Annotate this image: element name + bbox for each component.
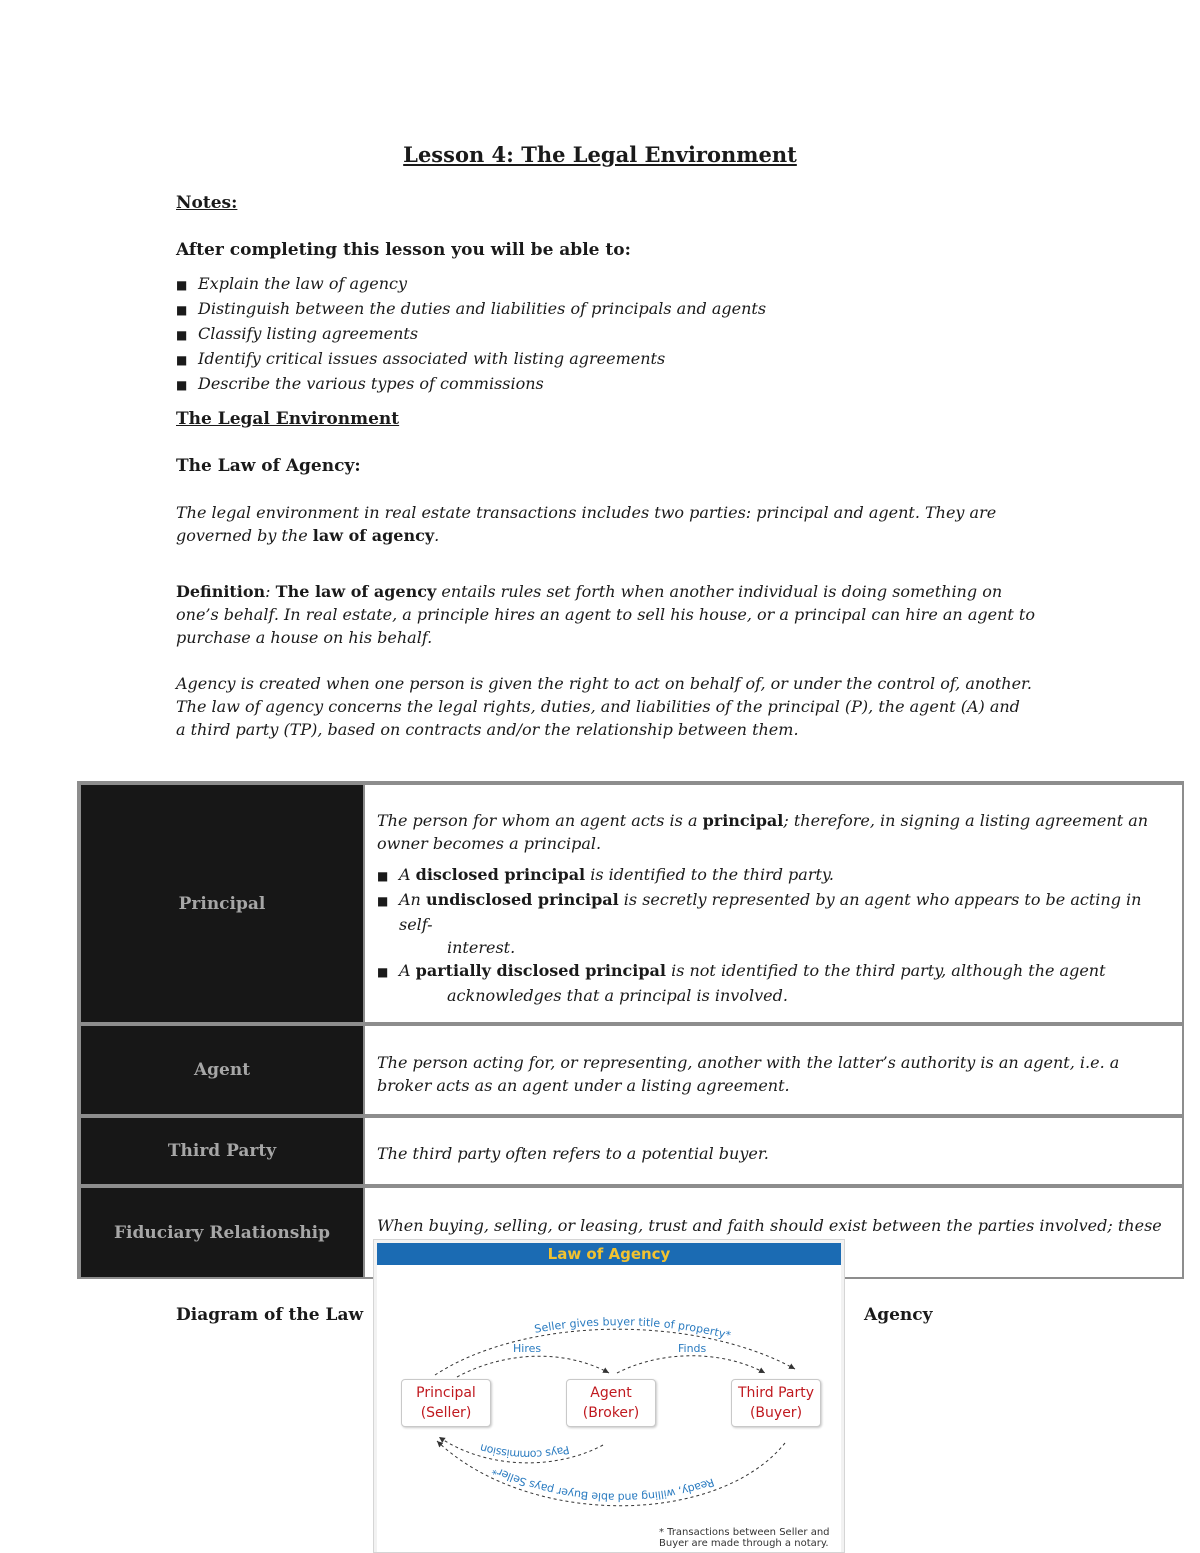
bullet-icon: ■ — [377, 965, 389, 979]
list-item: ■ Identify critical issues associated with listing agreements — [176, 347, 766, 372]
table-row — [79, 785, 1182, 1022]
bullet-icon: ■ — [377, 894, 389, 908]
agency-paragraph: Agency is created when one person is given the right to act on behalf of, or under the control of, another. The law of agency concerns the legal rights, duties, and liabilities of the principal (P), the agent (A) and a third party (TP), based on contracts and/or the relationship between them. — [176, 674, 1033, 739]
list-item: ■ Explain the law of agency — [176, 272, 766, 297]
bullet-icon: ■ — [176, 328, 188, 342]
subsection-heading: The Law of Agency: — [176, 456, 361, 476]
principal-box: Principal (Seller) — [401, 1379, 491, 1427]
bullet-icon: ■ — [176, 303, 188, 317]
arrow-title — [435, 1329, 795, 1375]
arrow-label-title: Seller gives buyer title of property* — [533, 1315, 733, 1343]
agency-table — [77, 781, 1184, 1279]
arrow-label-finds: Finds — [678, 1342, 707, 1355]
definition-label: Definition — [176, 582, 266, 601]
row-text-third-party: The third party often refers to a potential buyer. — [365, 1118, 1182, 1184]
list-item: ■ A partially disclosed principal is not identified to the third party, although the agent acknowledges that a principal is involved. — [377, 961, 1106, 1005]
table-row — [79, 1026, 1182, 1114]
list-item: ■ An undisclosed principal is secretly represented by an agent who appears to be acting in self- interest. — [377, 890, 1142, 957]
arrow-finds — [617, 1356, 765, 1373]
row-text-agent: The person acting for, or representing, another with the latter’s authority is an agent, i.e. a broker acts as an agent under a listing agreement. — [365, 1026, 1182, 1114]
arrow-hires — [457, 1356, 609, 1377]
list-item: ■ A disclosed principal is identified to the third party. — [377, 863, 1172, 888]
row-label-fiduciary: Fiduciary Relationship — [81, 1188, 363, 1277]
definition-paragraph: Definition: The law of agency entails rules set forth when another individual is doing something on one’s behalf. In real estate, a principle hires an agent to sell his house, or a principal can hire an agent to purchase a house on his behalf. — [176, 582, 1035, 647]
row-text-fiduciary: When buying, selling, or leasing, trust and faith should exist between the parties involved; these — [365, 1188, 1182, 1277]
bullet-icon: ■ — [377, 869, 389, 883]
objectives-list — [176, 272, 766, 397]
intro-paragraph: The legal environment in real estate transactions includes two parties: principal and agent. They are governed by the law of agency. — [176, 503, 997, 545]
objectives-intro: After completing this lesson you will be able to: — [176, 240, 631, 260]
agent-box: Agent (Broker) — [566, 1379, 656, 1427]
table-row — [79, 1118, 1182, 1184]
arrow-label-payment: Ready, willing and able Buyer pays Seller* — [490, 1463, 716, 1504]
diagram-caption-right: Agency — [864, 1305, 933, 1325]
list-item: ■ Distinguish between the duties and liabilities of principals and agents — [176, 297, 766, 322]
arrow-label-hires: Hires — [513, 1342, 542, 1355]
page-title: Lesson 4: The Legal Environment — [403, 142, 797, 167]
diagram-title: Law of Agency — [377, 1243, 841, 1265]
row-text-principal: The person for whom an agent acts is a principal; therefore, in signing a listing agreement an owner becomes a principal. ■ A disclosed principal is identified to the third party. ■ An undisclosed principal is secretly represented by an agent who appears to be acting in self- interest. ■ A partially disclosed principal is not identified to the third party, although the agent acknowledges that a principal is involved. — [365, 785, 1182, 1022]
diagram-footnote: * Transactions between Seller and Buyer are made through a notary. — [659, 1527, 830, 1549]
bullet-icon: ■ — [176, 353, 188, 367]
diagram-caption-left: Diagram of the Law — [176, 1305, 364, 1325]
bullet-icon: ■ — [176, 378, 188, 392]
arrow-label-commission: Pays commission — [478, 1441, 571, 1461]
section-heading: The Legal Environment — [176, 409, 400, 429]
third-party-box: Third Party (Buyer) — [731, 1379, 821, 1427]
list-item: ■ Classify listing agreements — [176, 322, 766, 347]
bullet-icon: ■ — [176, 278, 188, 292]
principal-types-list — [377, 863, 1172, 1007]
diagram-canvas — [377, 1265, 841, 1552]
list-item: ■ Describe the various types of commissions — [176, 372, 766, 397]
notes-heading: Notes: — [176, 193, 238, 213]
row-label-agent: Agent — [81, 1026, 363, 1114]
law-of-agency-diagram — [373, 1239, 845, 1553]
row-label-principal: Principal — [81, 785, 363, 1022]
row-label-third-party: Third Party — [81, 1118, 363, 1184]
